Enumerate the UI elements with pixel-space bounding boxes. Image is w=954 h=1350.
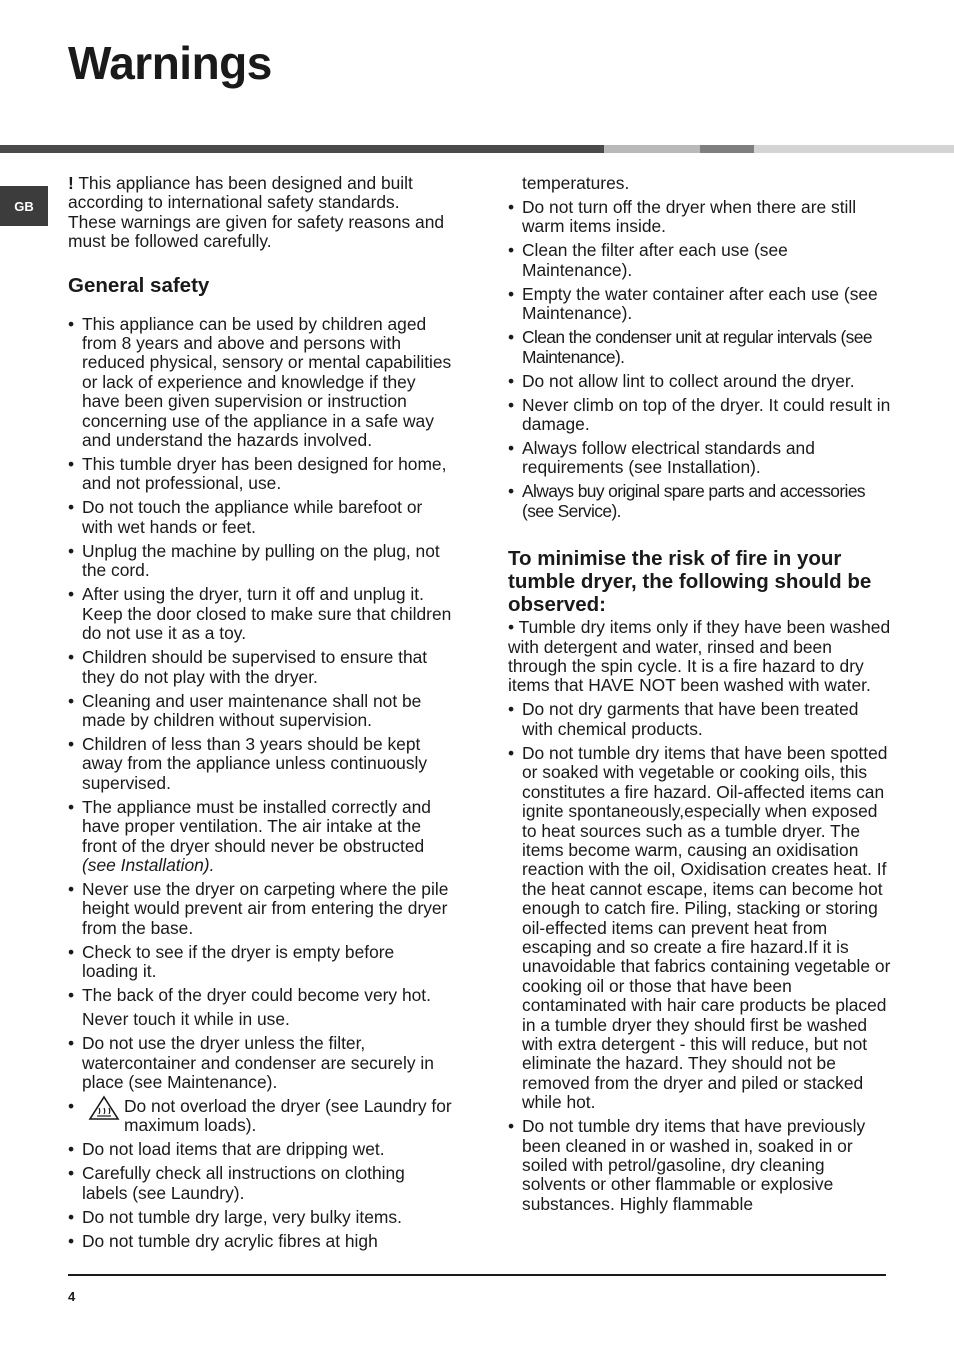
bullet: • xyxy=(68,1206,75,1227)
bullet: • xyxy=(68,733,75,754)
bullet: • xyxy=(68,941,75,962)
list-item xyxy=(508,1117,892,1214)
item-text: Never climb on top of the dryer. It could result in damage. xyxy=(522,394,891,435)
bullet: • xyxy=(508,370,515,391)
item-text: Do not tumble dry items that have been spotted or soaked with vegetable or cooking oils, this constitutes a fire hazard. Oil-affected items can ignite spontaneously,especially when exposed to heat sources such as a tumble dryer. The items become warm, causing an oxidisation reaction with the oil, Oxidisation creates heat. If the heat cannot escape, items can become hot enough to catch fire. Piling, stacking or storing oil-effected items can prevent heat from escaping and so create a fire hazard.If it is unavoidable that fabrics containing vegetable or cooking oil or those that have been contaminated with hair care products be placed in a tumble dryer they should first be washed with extra detergent - this will reduce, but not eliminate the hazard. They should not be removed from the dryer and piled or stacked while hot. xyxy=(522,742,891,1113)
bullet: • xyxy=(68,1033,75,1054)
bullet: • xyxy=(68,313,75,334)
list-item xyxy=(508,744,892,1113)
bullet: • xyxy=(68,1095,75,1116)
item-text: After using the dryer, turn it off and unplug it. Keep the door closed to make sure that children do not use it as a toy. xyxy=(82,584,452,644)
list-item xyxy=(68,692,452,731)
intro-paragraph xyxy=(68,174,452,252)
item-text: This appliance can be used by children aged from 8 years and above and persons with reduced physical, sensory or mental capabilities or lack of experience and knowledge if they have been given supervision or instruction concerning use of the appliance in a safe way and understand the hazards involved. xyxy=(82,313,452,451)
item-text: Do not load items that are dripping wet. xyxy=(82,1139,385,1160)
list-item xyxy=(68,943,452,982)
list-item xyxy=(68,542,452,581)
general-safety-list xyxy=(68,315,452,1252)
bullet: • xyxy=(508,327,514,348)
header-rule-pale xyxy=(754,145,954,153)
list-item xyxy=(68,880,452,938)
list-item xyxy=(68,1097,452,1136)
item-text: Clean the filter after each use (see Maintenance). xyxy=(522,240,788,280)
list-item xyxy=(68,455,452,494)
continuation-text: temperatures. xyxy=(522,173,630,193)
header-rule-dark xyxy=(0,145,604,153)
bullet: • xyxy=(68,796,75,817)
bullet: • xyxy=(508,240,515,261)
bullet: • xyxy=(68,1139,75,1160)
right-column xyxy=(508,174,892,1219)
item-text: Do not use the dryer unless the filter, watercontainer and condenser are securely in place (see Maintenance). xyxy=(82,1033,434,1092)
bullet: • xyxy=(68,497,75,518)
page-number: 4 xyxy=(68,1289,76,1304)
list-item xyxy=(68,1208,452,1227)
bullet: • xyxy=(508,438,515,459)
item-text: The appliance must be installed correctly and have proper ventilation. The air intake at the front of the dryer should never be obstructed xyxy=(82,796,431,856)
fire-risk-list xyxy=(508,700,892,1214)
bullet: • xyxy=(68,647,75,668)
header-rule-mid xyxy=(700,145,754,153)
list-item xyxy=(68,648,452,687)
list-item xyxy=(68,1232,452,1251)
item-text: The back of the dryer could become very hot. xyxy=(82,985,431,1006)
item-text: Do not touch the appliance while barefoot or with wet hands or feet. xyxy=(82,497,423,537)
language-tab: GB xyxy=(0,186,48,226)
header-rule-light xyxy=(604,145,700,153)
bullet: • xyxy=(68,540,75,561)
bullet: • xyxy=(508,197,515,217)
item-text: Children of less than 3 years should be kept away from the appliance unless continuously supervised. xyxy=(82,733,428,793)
list-item xyxy=(508,328,892,367)
fire-risk-intro: • Tumble dry items only if they have been washed with detergent and water, rinsed and been through the spin cycle. It is a fire hazard to dry items that HAVE NOT been washed with water. xyxy=(508,617,891,696)
item-text: Do not dry garments that have been treated with chemical products. xyxy=(522,699,859,739)
item-text: Empty the water container after each use (see Maintenance). xyxy=(522,283,878,324)
bullet: • xyxy=(68,1163,75,1184)
list-item xyxy=(68,1140,452,1159)
item-text: Carefully check all instructions on clothing labels (see Laundry). xyxy=(82,1163,405,1203)
general-safety-heading: General safety xyxy=(68,273,210,297)
bullet: • xyxy=(68,690,75,711)
list-item xyxy=(508,396,892,435)
page-title: Warnings xyxy=(68,37,272,89)
bullet: • xyxy=(508,699,515,720)
item-text: Never use the dryer on carpeting where the pile height would prevent air from entering the dryer from the base. xyxy=(82,878,449,938)
item-text: Clean the condenser unit at regular intervals (see Maintenance). xyxy=(522,327,872,367)
item-text: Do not turn off the dryer when there are still warm items inside. xyxy=(522,197,857,237)
list-item xyxy=(508,439,892,478)
item-text: Do not tumble dry large, very bulky items. xyxy=(82,1206,402,1227)
bullet: • xyxy=(508,742,515,763)
bullet: • xyxy=(68,1230,75,1251)
maintenance-list xyxy=(508,198,892,521)
list-item xyxy=(68,986,452,1005)
list-item xyxy=(508,372,892,391)
item-text: Always follow electrical standards and requirements (see Installation). xyxy=(522,438,815,478)
bullet: • xyxy=(68,584,75,605)
list-item xyxy=(68,1034,452,1092)
list-item xyxy=(68,798,452,876)
item-text: Children should be supervised to ensure that they do not play with the dryer. xyxy=(82,647,428,687)
item-text: Check to see if the dryer is empty before loading it. xyxy=(82,941,395,982)
item-text: Do not tumble dry acrylic fibres at high xyxy=(82,1230,378,1251)
item-text: Always buy original spare parts and accessories (see Service). xyxy=(522,481,865,521)
list-item xyxy=(68,585,452,643)
list-item xyxy=(68,498,452,537)
intro-text: This appliance has been designed and built according to international safety standards. These warnings are given for safety reasons and must be followed carefully. xyxy=(68,173,445,252)
footer-rule xyxy=(68,1274,886,1276)
list-item xyxy=(508,241,892,280)
bullet: • xyxy=(508,394,515,415)
list-item xyxy=(508,700,892,739)
installation-reference: (see Installation). xyxy=(82,854,215,875)
bullet: • xyxy=(68,878,75,899)
item-text: Do not overload the dryer (see Laundry for maximum loads). xyxy=(124,1095,452,1136)
bullet: • xyxy=(68,454,75,475)
fire-risk-heading: To minimise the risk of fire in your tumble dryer, the following should be observed: xyxy=(508,547,872,617)
hot-note: Never touch it while in use. xyxy=(82,1009,290,1030)
list-item xyxy=(508,285,892,324)
list-item xyxy=(68,315,452,451)
list-item xyxy=(508,482,892,521)
hot-surface-warning-icon xyxy=(88,1095,120,1121)
list-item xyxy=(508,198,892,237)
bullet: • xyxy=(508,283,515,304)
bullet: • xyxy=(508,1116,515,1137)
list-item xyxy=(68,1164,452,1203)
item-text: Do not allow lint to collect around the dryer. xyxy=(522,370,855,391)
intro-mark: ! xyxy=(68,173,74,193)
item-text: This tumble dryer has been designed for home, and not professional, use. xyxy=(82,454,447,494)
list-item xyxy=(68,735,452,793)
left-column xyxy=(68,174,452,1256)
item-text: Cleaning and user maintenance shall not be made by children without supervision. xyxy=(82,690,422,730)
bullet: • xyxy=(68,985,75,1006)
item-text: Do not tumble dry items that have previously been cleaned in or washed in, soaked in or soiled with petrol/gasoline, dry cleaning solvents or other flammable or explosive substances. Highly flammable xyxy=(522,1116,866,1214)
bullet: • xyxy=(508,481,514,502)
item-text: Unplug the machine by pulling on the plug, not the cord. xyxy=(82,540,440,581)
